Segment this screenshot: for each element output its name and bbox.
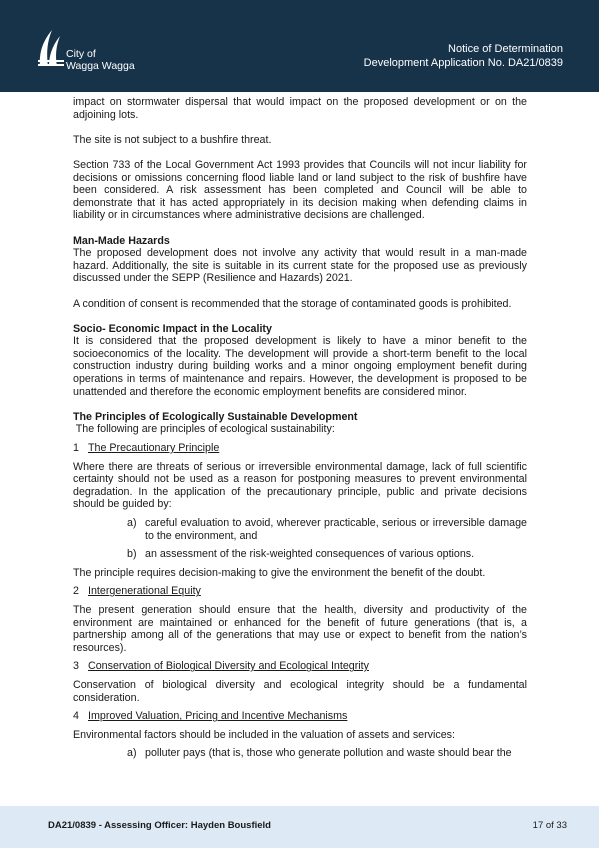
title-line-1: Notice of Determination	[448, 43, 563, 55]
heading-man-made-hazards: Man-Made Hazards	[73, 234, 170, 247]
list-text: polluter pays (that is, those who generate pollution and waste should bear the	[145, 747, 512, 760]
paragraph: The present generation should ensure that the health, diversity and productivity of the environment are maintained or enhanced for the benefit of future generations (that is, a partnership among all of the generations that may use or expect to benefit from the nation’s resources).	[73, 603, 527, 654]
logo-line-1: City of	[66, 48, 96, 60]
list-text: careful evaluation to avoid, wherever practicable, serious or irreversible damage to the environment, and	[145, 517, 527, 542]
numbered-title: Improved Valuation, Pricing and Incentive Mechanisms	[88, 710, 348, 723]
list-marker: a)	[127, 747, 137, 760]
logo-text	[66, 48, 135, 72]
heading-socio-economic: Socio- Economic Impact in the Locality	[73, 322, 272, 335]
wagga-logo-icon	[36, 26, 66, 70]
paragraph: The site is not subject to a bushfire threat.	[73, 133, 272, 146]
page-header	[0, 0, 599, 92]
council-logo	[36, 26, 146, 76]
list-text: an assessment of the risk-weighted consequences of various options.	[145, 548, 475, 561]
footer-officer: DA21/0839 - Assessing Officer: Hayden Bousfield	[48, 820, 271, 831]
numbered-heading-3	[73, 660, 527, 673]
document-body	[73, 96, 527, 760]
paragraph: The following are principles of ecological sustainability:	[73, 423, 335, 436]
numbered-title: The Precautionary Principle	[88, 442, 220, 455]
page-number: 17 of 33	[532, 820, 567, 831]
list-item	[73, 517, 527, 542]
document-title	[364, 42, 563, 70]
number: 2	[73, 585, 79, 598]
page-footer	[0, 806, 599, 848]
paragraph: impact on stormwater dispersal that would impact on the proposed development or on the adjoining lots.	[73, 96, 527, 121]
number: 1	[73, 442, 79, 455]
numbered-heading-4	[73, 710, 527, 723]
heading-esd-principles: The Principles of Ecologically Sustainable Development	[73, 410, 358, 423]
list-item	[73, 747, 527, 760]
numbered-heading-1	[73, 442, 527, 455]
list-marker: b)	[127, 548, 137, 561]
paragraph: The principle requires decision-making to give the environment the benefit of the doubt.	[73, 566, 486, 579]
logo-line-2: Wagga Wagga	[66, 60, 135, 72]
numbered-title: Conservation of Biological Diversity and Ecological Integrity	[88, 660, 369, 673]
paragraph: The proposed development does not involve any activity that would result in a man-made hazard. Additionally, the site is suitable in its current state for the proposed use as previously discussed under the SEPP (Resilience and Hazards) 2021.	[73, 247, 527, 285]
title-line-2: Development Application No. DA21/0839	[363, 57, 563, 69]
paragraph: A condition of consent is recommended that the storage of contaminated goods is prohibited.	[73, 297, 512, 310]
paragraph: Where there are threats of serious or irreversible environmental damage, lack of full scientific certainty should not be used as a reason for postponing measures to prevent environmental degradation. In the application of the precautionary principle, public and private decisions should be guided by:	[73, 460, 527, 511]
number: 4	[73, 710, 79, 723]
paragraph: Environmental factors should be included in the valuation of assets and services:	[73, 728, 455, 741]
paragraph: It is considered that the proposed development is likely to have a minor benefit to the socioeconomics of the locality. The development will provide a short-term benefit to the local construction industry during building works and a minor ongoing employment benefit during operations in terms of maintenance and repairs. However, the development is proposed to be unattended and therefore the economic employment benefits are considered minor.	[73, 335, 527, 398]
list-marker: a)	[127, 517, 137, 529]
numbered-heading-2	[73, 585, 527, 598]
number: 3	[73, 660, 79, 673]
numbered-title: Intergenerational Equity	[88, 585, 201, 598]
list-item	[73, 548, 527, 561]
paragraph: Section 733 of the Local Government Act 1993 provides that Councils will not incur liability for decisions or omissions concerning flood liable land or land subject to the risk of bushfire have been considered. A risk assessment has been completed and Council will be able to demonstrate that it has acted appropriately in its decision making when defending claims in liability or in circumstances where administrative decisions are challenged.	[73, 158, 527, 222]
paragraph: Conservation of biological diversity and ecological integrity should be a fundamental consideration.	[73, 678, 527, 704]
